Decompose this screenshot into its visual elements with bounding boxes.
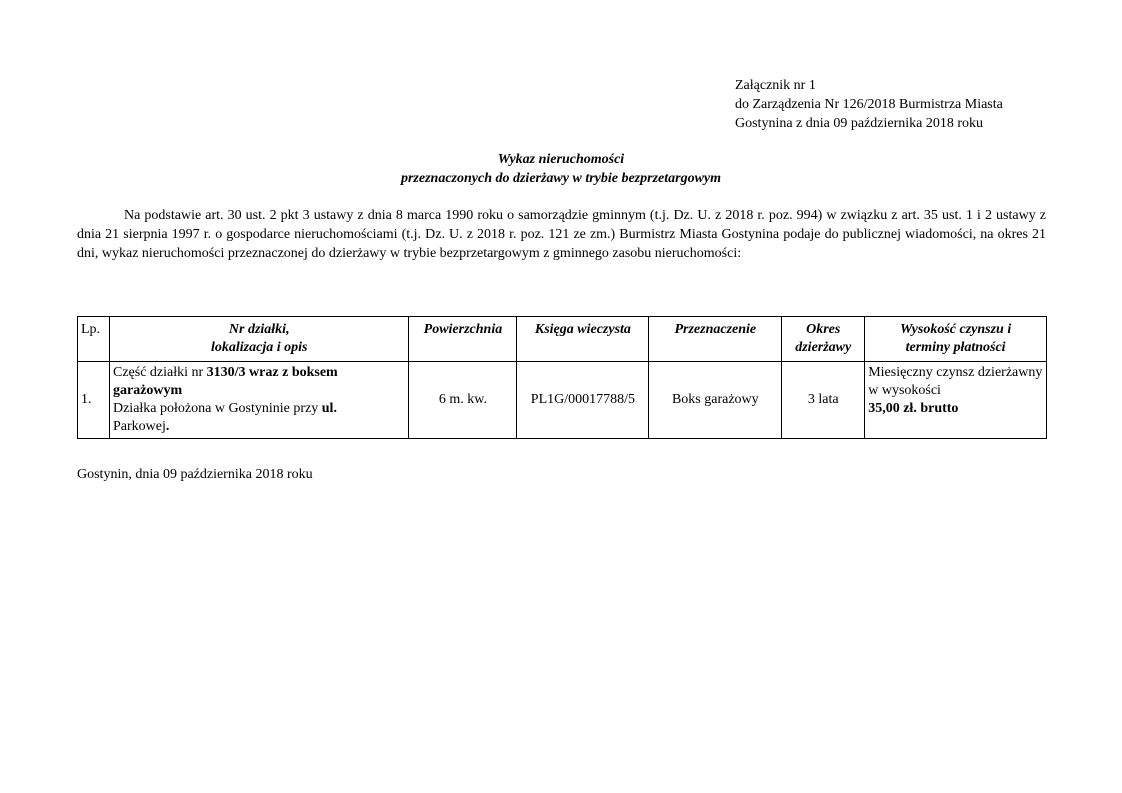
annex-date: Gostynina z dnia 09 października 2018 roku: [735, 116, 984, 131]
header-register: Księga wieczysta: [517, 317, 649, 362]
table-row: [78, 362, 1047, 439]
location-prefix: Działka położona w Gostyninie przy: [112, 401, 322, 416]
cell-register: PL1G/00017788/5: [517, 362, 649, 439]
table-header-row: [78, 317, 1047, 362]
property-table: [77, 316, 1047, 439]
cell-lp: 1.: [78, 362, 110, 439]
header-term: [782, 317, 865, 362]
annex-number: Załącznik nr 1: [735, 78, 816, 93]
plot-prefix: Część działki nr: [112, 365, 207, 380]
cell-rent: [865, 362, 1047, 439]
header-plot-line-1: Nr działki,: [228, 322, 290, 337]
title-line-1: Wykaz nieruchomości: [497, 152, 625, 167]
location-street-prefix: ul.: [321, 401, 337, 416]
header-term-line-2: dzierżawy: [795, 340, 852, 355]
rent-amount: 35,00 zł. brutto: [868, 401, 959, 416]
plot-number: 3130/3 wraz z boksem garażowym: [112, 365, 338, 398]
header-term-line-1: Okres: [806, 322, 841, 337]
intro-paragraph: Na podstawie art. 30 ust. 2 pkt 3 ustawy z dnia 8 marca 1990 roku o samorządzie gminnym (t.j. Dz. U. z 2018 r. poz. 994) w związku z art. 35 ust. 1 i 2 ustawy z dnia 21 sierpnia 1997 r. o gospodarce nieruchomościami (t.j. Dz. U. z 2018 r. poz. 121 ze zm.) Burmistrz Miasta Gostynina podaje do publicznej wiadomości, na okres 21 dni, wykaz nieruchomości przeznaczonej do dzierżawy w trybie bezprzetargowym z gminnego zasobu nieruchomości:: [77, 208, 1046, 261]
header-area: Powierzchnia: [409, 317, 517, 362]
title-line-2: przeznaczonych do dzierżawy w trybie bezprzetargowym: [400, 171, 722, 186]
location-street: Parkowej: [112, 419, 166, 434]
location-end: .: [165, 419, 170, 434]
header-plot-line-2: lokalizacja i opis: [211, 340, 308, 355]
cell-term: 3 lata: [782, 362, 865, 439]
annex-header: [735, 76, 1095, 133]
cell-area: 6 m. kw.: [409, 362, 517, 439]
header-rent: [865, 317, 1047, 362]
annex-ordinance: do Zarządzenia Nr 126/2018 Burmistrza Miasta: [735, 97, 1003, 112]
header-lp: Lp.: [78, 317, 110, 362]
header-rent-line-1: Wysokość czynszu i: [899, 322, 1012, 337]
cell-plot: [109, 362, 409, 439]
rent-text: Miesięczny czynsz dzierżawny w wysokości: [868, 365, 1043, 398]
header-purpose: Przeznaczenie: [649, 317, 782, 362]
header-plot: [109, 317, 409, 362]
footer-place-date: Gostynin, dnia 09 października 2018 roku: [77, 467, 313, 482]
cell-purpose: Boks garażowy: [649, 362, 782, 439]
header-rent-line-2: terminy płatności: [905, 340, 1006, 355]
document-title: [0, 150, 1122, 188]
